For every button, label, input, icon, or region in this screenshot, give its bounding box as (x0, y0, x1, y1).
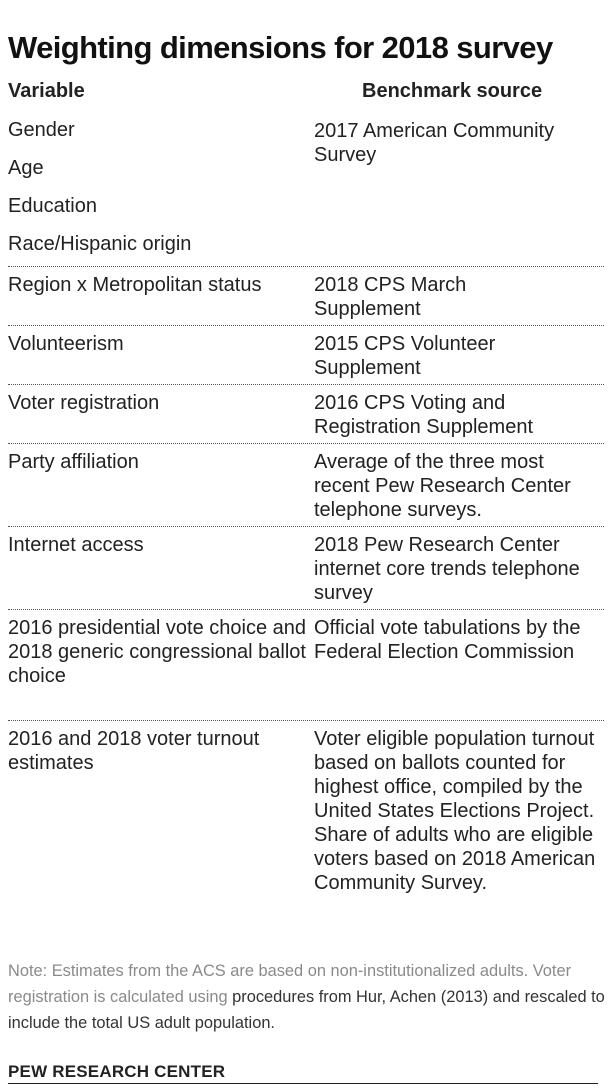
page-title: Weighting dimensions for 2018 survey (8, 30, 553, 65)
table-row (8, 385, 604, 444)
variable-vote-choice: 2016 presidential vote choice and 2018 generic congressional ballot choice (8, 617, 306, 687)
variable-region-metro: Region x Metropolitan status (8, 274, 262, 296)
table-row (8, 267, 604, 326)
variable-volunteerism: Volunteerism (8, 333, 124, 355)
footnote (8, 958, 608, 1036)
variable-group-demographics (8, 111, 314, 266)
source-pew-telephone: Average of the three most recent Pew Research Center telephone surveys. (314, 451, 571, 521)
table-row-demographics (8, 112, 604, 267)
source-cps-march: 2018 CPS March Supplement (314, 274, 467, 320)
brand-name: PEW RESEARCH CENTER (8, 1062, 226, 1081)
variable-gender: Gender (8, 119, 75, 141)
variable-internet-access: Internet access (8, 534, 144, 556)
source-fec: Official vote tabulations by the Federal Election Commission (314, 617, 581, 663)
source-cps-volunteer: 2015 CPS Volunteer Supplement (314, 333, 496, 379)
variable-race-hispanic-origin: Race/Hispanic origin (8, 233, 192, 255)
table-row (8, 527, 604, 610)
table-row (8, 721, 604, 951)
table-row (8, 610, 604, 721)
footnote-text-part1: Note: Estimates from the ACS are based on non-institutionalized adults. Voter registration is calculated using (8, 962, 572, 1006)
weighting-table (8, 112, 604, 951)
source-elections-project: Voter eligible population turnout based on ballots counted for highest office, compiled by the United States Elections Project. Share of adults who are eligible voters based on 2018 American Community Survey. (314, 728, 596, 894)
table-row (8, 326, 604, 385)
table-row (8, 444, 604, 527)
column-header-variable: Variable (8, 80, 85, 102)
source-pew-internet: 2018 Pew Research Center internet core trends telephone survey (314, 534, 580, 604)
variable-voter-turnout: 2016 and 2018 voter turnout estimates (8, 728, 260, 774)
footnote-text-part2: procedures from Hur, Achen (2013) and rescaled to include the total US adult population. (8, 988, 605, 1032)
column-header-benchmark-source: Benchmark source (362, 80, 543, 102)
variable-voter-registration: Voter registration (8, 392, 160, 414)
variable-party-affiliation: Party affiliation (8, 451, 139, 473)
source-cps-voting: 2016 CPS Voting and Registration Supplement (314, 392, 534, 438)
variable-age: Age (8, 157, 44, 179)
brand-underline (8, 1083, 598, 1084)
variable-education: Education (8, 195, 97, 217)
source-acs-2017: 2017 American Community Survey (314, 120, 555, 166)
